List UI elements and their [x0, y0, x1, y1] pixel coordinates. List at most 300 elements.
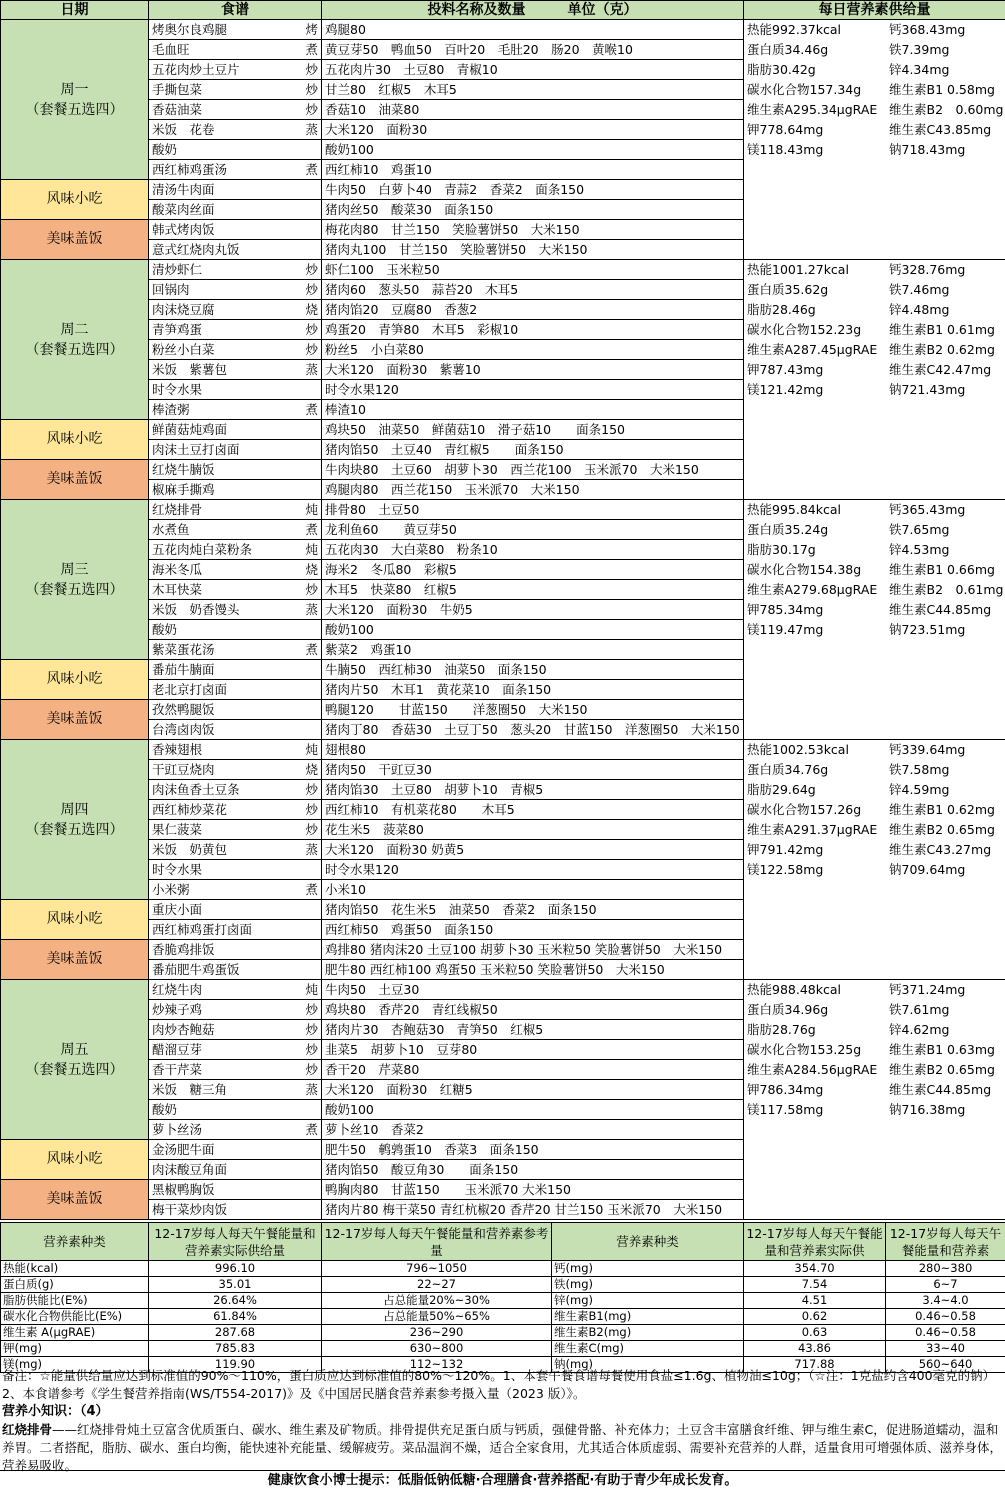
- day-subtitle: （套餐五选四）: [25, 341, 124, 358]
- nutrient-value: 蛋白质35.62g: [747, 282, 829, 297]
- nutrient-amount: 119.90: [149, 1357, 322, 1373]
- cooking-method: 煮: [305, 42, 318, 57]
- dish-cell: [149, 200, 322, 220]
- std-header: 12-17岁每人每天午餐能量和营养素实际供给量: [149, 1223, 322, 1261]
- dish-name: 西红柿炒菜花: [152, 802, 228, 817]
- dish-name: 鲜菌菇炖鸡面: [152, 422, 228, 437]
- nutrient-value: 维生素B2 0.60mg: [889, 102, 1004, 117]
- nutrient-amount: 占总能量20%~30%: [322, 1293, 552, 1309]
- nutrient-value: 维生素B1 0.61mg: [889, 322, 995, 337]
- cooking-method: 煮: [305, 402, 318, 417]
- nutrient-value: 热能995.84kcal: [747, 502, 841, 517]
- std-row: [1, 1277, 1005, 1293]
- dish-entry: [152, 1080, 318, 1099]
- dish-name: 五花肉炒土豆片: [152, 62, 240, 77]
- ingredient-cell: 排骨80 土豆50: [322, 500, 744, 520]
- nutrient-value: 维生素C43.27mg: [889, 842, 992, 857]
- ingredient-cell: 大米120 面粉30 紫薯10: [322, 360, 744, 380]
- dish-cell: [149, 640, 322, 660]
- ingredient-cell: 猪肉60 葱头50 蒜苔20 木耳5: [322, 280, 744, 300]
- dish-cell: [149, 380, 322, 400]
- dish-name: 时令水果: [152, 382, 203, 397]
- dish-cell: [149, 900, 322, 920]
- day-subtitle: （套餐五选四）: [25, 101, 124, 118]
- nutrient-value: 维生素A291.37μgRAE: [747, 822, 878, 837]
- dish-cell: [149, 920, 322, 940]
- dish-name: 重庆小面: [152, 902, 203, 917]
- nutrient-value: 热能992.37kcal: [747, 22, 841, 37]
- dish-name: 五花肉炖白菜粉条: [152, 542, 253, 557]
- nutrient-value: 热能1001.27kcal: [747, 262, 849, 277]
- dish-entry: [152, 520, 318, 539]
- knowledge-title: 营养小知识：（4）: [2, 1404, 109, 1419]
- dish-cell: [149, 720, 322, 740]
- dish-name: 孜然鸭腿饭: [152, 702, 215, 717]
- dish-name: 肉炒杏鲍菇: [152, 1022, 215, 1037]
- nutrient-amount: 0.46~0.58: [886, 1309, 1005, 1325]
- ingredient-cell: 牛腩50 西红柿30 油菜50 面条150: [322, 660, 744, 680]
- ingredient-cell: 龙利鱼60 黄豆芽50: [322, 520, 744, 540]
- dish-cell: [149, 120, 322, 140]
- nutrient-value: 维生素C42.47mg: [889, 362, 992, 377]
- day-cell: [1, 500, 149, 660]
- cooking-method: 炒: [305, 1002, 318, 1017]
- nutrient-value: 钠718.43mg: [889, 142, 966, 157]
- dish-entry: [152, 320, 318, 339]
- dish-name: 酸菜肉丝面: [152, 202, 215, 217]
- dish-cell: [149, 1120, 322, 1140]
- std-row: [1, 1293, 1005, 1309]
- nutrition-cell: [744, 740, 1005, 980]
- std-row: [1, 1261, 1005, 1277]
- dish-name: 台湾卤肉饭: [152, 722, 215, 737]
- nutrient-amount: 占总能量50%~65%: [322, 1309, 552, 1325]
- nutrition-cell: [744, 20, 1005, 260]
- knowledge-body: ——红烧排骨炖土豆富含优质蛋白、碳水、维生素及矿物质。排骨提供充足蛋白质与钙质，强健骨骼、补充体力；土豆含丰富膳食纤维、钾与维生素C，促进肠道蠕动，温和养胃。二者搭配，脂肪、碳水、蛋白均衡，能快速补充能量、缓解疲劳。菜品温润不燥，适合全家食用，尤其适合体质虚弱、需要补充营养的人群，适量食用可增强体质、滋养身体，营养易吸收。: [2, 1422, 1003, 1473]
- cooking-method: 炒: [305, 262, 318, 277]
- nutrient-value: 维生素A295.34μgRAE: [747, 102, 878, 117]
- nutrient-value: 维生素C44.85mg: [889, 602, 992, 617]
- dish-name: 清汤牛肉面: [152, 182, 215, 197]
- day-name: 周四: [60, 801, 89, 818]
- ingredient-cell: 猪肉丝50 酸菜30 面条150: [322, 200, 744, 220]
- dish-name: 棒渣粥: [152, 402, 190, 417]
- cooking-method: 炒: [305, 322, 318, 337]
- ingredient-cell: 肥牛80 西红柿100 鸡蛋50 玉米粒50 笑脸薯饼50 大米150: [322, 960, 744, 980]
- dish-entry: [152, 680, 318, 699]
- nutrient-value: 镁119.47mg: [747, 622, 824, 637]
- dish-entry: [152, 300, 318, 319]
- nutrient-value: 镁118.43mg: [747, 142, 824, 157]
- dish-entry: [152, 560, 318, 579]
- nutrient-value: 碳水化合物157.26g: [747, 802, 862, 817]
- nutrient-value: 维生素A284.56μgRAE: [747, 1062, 878, 1077]
- ingredient-cell: 猪肉馅50 酸豆角30 面条150: [322, 1160, 744, 1180]
- cooking-method: 炖: [305, 742, 318, 757]
- dish-entry: [152, 720, 318, 739]
- dish-cell: [149, 60, 322, 80]
- dish-cell: [149, 1020, 322, 1040]
- nutrient-value: 钙371.24mg: [889, 982, 966, 997]
- dish-entry: [152, 340, 318, 359]
- ingredient-cell: 鸡排80 猪肉沫20 土豆100 胡萝卜30 玉米粒50 笑脸薯饼50 大米150: [322, 940, 744, 960]
- rice-bowl-label: 美味盖饭: [1, 1180, 149, 1220]
- dish-entry: [152, 780, 318, 799]
- day-subtitle: （套餐五选四）: [25, 1061, 124, 1078]
- nutrient-value: 钾778.64mg: [747, 122, 824, 137]
- dish-entry: [152, 460, 318, 479]
- header-ingredients: 投料名称及数量 单位（克）: [322, 1, 744, 20]
- dish-entry: [152, 1040, 318, 1059]
- cooking-method: 炖: [305, 982, 318, 997]
- snack-label: 风味小吃: [1, 900, 149, 940]
- ingredient-cell: 海米2 冬瓜80 彩椒5: [322, 560, 744, 580]
- cooking-method: 烧: [305, 302, 318, 317]
- nutrient-value: 维生素A287.45μgRAE: [747, 342, 878, 357]
- dish-name: 香干芹菜: [152, 1062, 203, 1077]
- dish-name: 梅干菜炒肉饭: [152, 1202, 228, 1217]
- nutrient-value: 锌4.34mg: [889, 62, 950, 77]
- cooking-method: 炒: [305, 822, 318, 837]
- dish-cell: [149, 440, 322, 460]
- dish-entry: [152, 1060, 318, 1079]
- dish-entry: [152, 260, 318, 279]
- nutrient-value: 钠709.64mg: [889, 862, 966, 877]
- dish-cell: [149, 80, 322, 100]
- dish-cell: [149, 220, 322, 240]
- std-header: 12-17岁每人每天午餐能量和营养素实际供: [744, 1223, 886, 1261]
- nutrition-cell: [744, 260, 1005, 500]
- dish-entry: [152, 800, 318, 819]
- dish-name: 米饭 花卷: [152, 122, 215, 137]
- nutrient-amount: 287.68: [149, 1325, 322, 1341]
- nutrient-amount: 3.4~4.0: [886, 1293, 1005, 1309]
- nutrient-name: 镁(mg): [1, 1357, 149, 1373]
- nutrient-value: 锌4.62mg: [889, 1022, 950, 1037]
- ingredient-cell: 黄豆芽50 鸭血50 百叶20 毛肚20 肠20 黄喉10: [322, 40, 744, 60]
- dish-entry: [152, 240, 318, 259]
- ingredient-cell: 甘兰80 红椒5 木耳5: [322, 80, 744, 100]
- nutrient-amount: 112~132: [322, 1357, 552, 1373]
- dish-name: 清炒虾仁: [152, 262, 203, 277]
- dish-name: 肉沫烧豆腐: [152, 302, 215, 317]
- dish-cell: [149, 40, 322, 60]
- dish-name: 西红柿鸡蛋汤: [152, 162, 228, 177]
- dish-cell: [149, 780, 322, 800]
- nutrient-amount: 996.10: [149, 1261, 322, 1277]
- ingredient-cell: 西红柿50 鸡蛋50 面条150: [322, 920, 744, 940]
- nutrition-cell: [744, 500, 1005, 740]
- std-row: [1, 1325, 1005, 1341]
- dish-name: 老北京打卤面: [152, 682, 228, 697]
- dish-entry: [152, 580, 318, 599]
- nutrient-name: 钾(mg): [1, 1341, 149, 1357]
- header-nutrition: 每日营养素供给量: [744, 1, 1005, 20]
- nutrient-amount: 0.63: [744, 1325, 886, 1341]
- dish-entry: [152, 960, 318, 979]
- dish-cell: [149, 600, 322, 620]
- dish-cell: [149, 840, 322, 860]
- dish-cell: [149, 180, 322, 200]
- day-name: 周二: [60, 321, 89, 338]
- ingredient-cell: 牛肉50 土豆30: [322, 980, 744, 1000]
- dish-cell: [149, 500, 322, 520]
- dish-cell: [149, 300, 322, 320]
- nutrient-amount: 560~640: [886, 1357, 1005, 1373]
- dish-entry: [152, 820, 318, 839]
- dish-name: 回锅肉: [152, 282, 190, 297]
- dish-cell: [149, 580, 322, 600]
- nutrient-name: 维生素C(mg): [552, 1341, 744, 1357]
- dish-entry: [152, 1180, 318, 1199]
- dish-cell: [149, 400, 322, 420]
- dish-entry: [152, 640, 318, 659]
- dish-entry: [152, 20, 318, 39]
- dish-name: 米饭 奶香馒头: [152, 602, 240, 617]
- dish-name: 香菇油菜: [152, 102, 203, 117]
- nutrient-value: 蛋白质35.24g: [747, 522, 829, 537]
- dish-cell: [149, 480, 322, 500]
- snack-label: 风味小吃: [1, 1140, 149, 1180]
- dish-cell: [149, 820, 322, 840]
- notes-section: [0, 1367, 1005, 1475]
- dish-cell: [149, 1000, 322, 1020]
- ingredient-cell: 猪肉50 干豇豆30: [322, 760, 744, 780]
- nutrient-name: 维生素 A(μgRAE): [1, 1325, 149, 1341]
- dish-cell: [149, 760, 322, 780]
- dish-cell: [149, 1140, 322, 1160]
- nutrient-value: 维生素B2 0.65mg: [889, 1062, 995, 1077]
- snack-label: 风味小吃: [1, 660, 149, 700]
- nutrient-amount: 26.64%: [149, 1293, 322, 1309]
- nutrient-value: 镁117.58mg: [747, 1102, 824, 1117]
- dish-entry: [152, 420, 318, 439]
- cooking-method: 炒: [305, 782, 318, 797]
- menu-row: [1, 980, 1005, 1000]
- nutrient-value: 碳水化合物153.25g: [747, 1042, 862, 1057]
- ingredient-cell: 大米120 面粉30 奶黄5: [322, 840, 744, 860]
- nutrient-value: 锌4.53mg: [889, 542, 950, 557]
- dish-name: 红烧牛腩饭: [152, 462, 215, 477]
- dish-entry: [152, 500, 318, 519]
- nutrient-value: 维生素B2 0.65mg: [889, 822, 995, 837]
- std-row: [1, 1341, 1005, 1357]
- dish-cell: [149, 420, 322, 440]
- nutrient-value: 铁7.39mg: [889, 42, 950, 57]
- dish-entry: [152, 1200, 318, 1219]
- rice-bowl-label: 美味盖饭: [1, 220, 149, 260]
- cooking-method: 炒: [305, 1022, 318, 1037]
- ingredient-cell: 猪肉片80 梅干菜50 青红杭椒20 香芹20 甘兰150 玉米派70 大米150: [322, 1200, 744, 1220]
- dish-entry: [152, 840, 318, 859]
- nutrient-amount: 22~27: [322, 1277, 552, 1293]
- dish-name: 水煮鱼: [152, 522, 190, 537]
- dish-name: 黑椒鸭胸饭: [152, 1182, 215, 1197]
- ingredient-cell: 牛肉50 白萝卜40 青蒜2 香菜2 面条150: [322, 180, 744, 200]
- nutrient-name: 蛋白质(g): [1, 1277, 149, 1293]
- nutrient-value: 维生素B1 0.62mg: [889, 802, 995, 817]
- nutrient-value: 钙328.76mg: [889, 262, 966, 277]
- dish-cell: [149, 740, 322, 760]
- dish-entry: [152, 660, 318, 679]
- ingredient-cell: 西红柿10 鸡蛋10: [322, 160, 744, 180]
- nutrient-value: 钠721.43mg: [889, 382, 966, 397]
- dish-name: 肉沫酸豆角面: [152, 1162, 228, 1177]
- dish-cell: [149, 1160, 322, 1180]
- dish-entry: [152, 120, 318, 139]
- ingredient-cell: 棒渣10: [322, 400, 744, 420]
- dish-name: 海米冬瓜: [152, 562, 203, 577]
- cooking-method: 炒: [305, 282, 318, 297]
- dish-name: 意式红烧肉丸饭: [152, 242, 240, 257]
- dish-entry: [152, 280, 318, 299]
- dish-name: 西红柿鸡蛋打卤面: [152, 922, 253, 937]
- ingredient-cell: 鸡蛋20 青笋80 木耳5 彩椒10: [322, 320, 744, 340]
- dish-cell: [149, 360, 322, 380]
- knowledge-paragraph: [2, 1421, 1003, 1475]
- dish-name: 番茄肥牛鸡蛋饭: [152, 962, 240, 977]
- dish-cell: [149, 940, 322, 960]
- nutrient-value: 维生素C44.85mg: [889, 1082, 992, 1097]
- cooking-method: 炒: [305, 1062, 318, 1077]
- cooking-method: 炖: [305, 542, 318, 557]
- snack-label: 风味小吃: [1, 420, 149, 460]
- nutrient-amount: 717.88: [744, 1357, 886, 1373]
- nutrient-value: 钠723.51mg: [889, 622, 966, 637]
- dish-entry: [152, 740, 318, 759]
- ingredient-cell: 时令水果120: [322, 860, 744, 880]
- ingredient-cell: 时令水果120: [322, 380, 744, 400]
- nutrient-amount: 7.54: [744, 1277, 886, 1293]
- nutrient-amount: 61.84%: [149, 1309, 322, 1325]
- dish-cell: [149, 140, 322, 160]
- dish-name: 紫菜蛋花汤: [152, 642, 215, 657]
- nutrient-value: 脂肪30.17g: [747, 542, 816, 557]
- dish-entry: [152, 480, 318, 499]
- dish-cell: [149, 660, 322, 680]
- day-cell: [1, 980, 149, 1140]
- nutrient-name: 锌(mg): [552, 1293, 744, 1309]
- dish-name: 金汤肥牛面: [152, 1142, 215, 1157]
- day-name: 周一: [60, 81, 89, 98]
- cooking-method: 炒: [305, 82, 318, 97]
- ingredient-cell: 粉丝5 小白菜80: [322, 340, 744, 360]
- nutrient-value: 镁122.58mg: [747, 862, 824, 877]
- dish-entry: [152, 180, 318, 199]
- dish-cell: [149, 320, 322, 340]
- nutrient-amount: 33~40: [886, 1341, 1005, 1357]
- cooking-method: 煮: [305, 1122, 318, 1137]
- nutrition-list: [744, 980, 1005, 1120]
- nutrient-value: 碳水化合物157.34g: [747, 82, 862, 97]
- dish-entry: [152, 380, 318, 399]
- cooking-method: 炒: [305, 802, 318, 817]
- cooking-method: 蒸: [305, 1082, 318, 1097]
- rice-bowl-label: 美味盖饭: [1, 700, 149, 740]
- dish-cell: [149, 260, 322, 280]
- menu-row: [1, 260, 1005, 280]
- ingredient-cell: 香干20 芹菜80: [322, 1060, 744, 1080]
- std-header: 营养素种类: [1, 1223, 149, 1261]
- nutrient-value: 维生素B2 0.61mg: [889, 582, 1004, 597]
- day-cell: [1, 260, 149, 420]
- nutrient-value: 铁7.46mg: [889, 282, 950, 297]
- ingredient-cell: 紫菜2 鸡蛋10: [322, 640, 744, 660]
- ingredient-cell: 翅根80: [322, 740, 744, 760]
- dish-name: 红烧排骨: [152, 502, 203, 517]
- nutrient-name: 钠(mg): [552, 1357, 744, 1373]
- dish-name: 萝卜丝汤: [152, 1122, 203, 1137]
- cooking-method: 炒: [305, 1042, 318, 1057]
- cooking-method: 蒸: [305, 362, 318, 377]
- nutrient-amount: 785.83: [149, 1341, 322, 1357]
- ingredient-cell: 木耳5 快菜80 红椒5: [322, 580, 744, 600]
- dish-cell: [149, 980, 322, 1000]
- nutrient-value: 维生素B1 0.58mg: [889, 82, 995, 97]
- nutrient-value: 碳水化合物154.38g: [747, 562, 862, 577]
- ingredient-cell: 西红柿10 有机菜花80 木耳5: [322, 800, 744, 820]
- nutrient-value: 钙365.43mg: [889, 502, 966, 517]
- cooking-method: 烧: [305, 562, 318, 577]
- dish-entry: [152, 760, 318, 779]
- ingredient-cell: 韭菜5 胡萝卜10 豆芽80: [322, 1040, 744, 1060]
- dish-cell: [149, 540, 322, 560]
- dish-cell: [149, 280, 322, 300]
- nutrient-name: 钙(mg): [552, 1261, 744, 1277]
- ingredient-cell: 猪肉馅30 土豆80 胡萝卜10 青椒5: [322, 780, 744, 800]
- nutrition-cell: [744, 980, 1005, 1220]
- dish-name: 粉丝小白菜: [152, 342, 215, 357]
- dish-entry: [152, 600, 318, 619]
- nutrient-amount: 43.86: [744, 1341, 886, 1357]
- dish-name: 干豇豆烧肉: [152, 762, 215, 777]
- dish-entry: [152, 1120, 318, 1139]
- dish-entry: [152, 1100, 318, 1119]
- ingredient-cell: 萝卜丝10 香菜2: [322, 1120, 744, 1140]
- nutrient-name: 脂肪供能比(E%): [1, 1293, 149, 1309]
- nutrient-name: 热能(kcal): [1, 1261, 149, 1277]
- dish-entry: [152, 1000, 318, 1019]
- day-cell: [1, 740, 149, 900]
- std-header: 营养素种类: [552, 1223, 744, 1261]
- ingredient-cell: 香菇10 油菜80: [322, 100, 744, 120]
- nutrition-list: [744, 260, 1005, 400]
- dish-name: 米饭 奶黄包: [152, 842, 228, 857]
- header-dish: 食谱: [149, 1, 322, 20]
- nutrient-value: 锌4.48mg: [889, 302, 950, 317]
- nutrient-value: 蛋白质34.96g: [747, 1002, 829, 1017]
- ingredient-cell: 肥牛50 鹌鹑蛋10 香菜3 面条150: [322, 1140, 744, 1160]
- nutrient-value: 维生素B1 0.63mg: [889, 1042, 995, 1057]
- dish-entry: [152, 700, 318, 719]
- nutrient-value: 脂肪28.76g: [747, 1022, 816, 1037]
- cooking-method: 炒: [305, 62, 318, 77]
- nutrient-value: 钙368.43mg: [889, 22, 966, 37]
- dish-cell: [149, 620, 322, 640]
- day-subtitle: （套餐五选四）: [25, 821, 124, 838]
- nutrient-value: 钾785.34mg: [747, 602, 824, 617]
- dish-name: 毛血旺: [152, 42, 190, 57]
- cooking-method: 蒸: [305, 842, 318, 857]
- menu-row: [1, 740, 1005, 760]
- ingredient-cell: 大米120 面粉30: [322, 120, 744, 140]
- menu-row: [1, 20, 1005, 40]
- cooking-method: 炖: [305, 502, 318, 517]
- nutrient-amount: 0.46~0.58: [886, 1325, 1005, 1341]
- dish-entry: [152, 1020, 318, 1039]
- nutrient-amount: 35.01: [149, 1277, 322, 1293]
- nutrient-value: 锌4.59mg: [889, 782, 950, 797]
